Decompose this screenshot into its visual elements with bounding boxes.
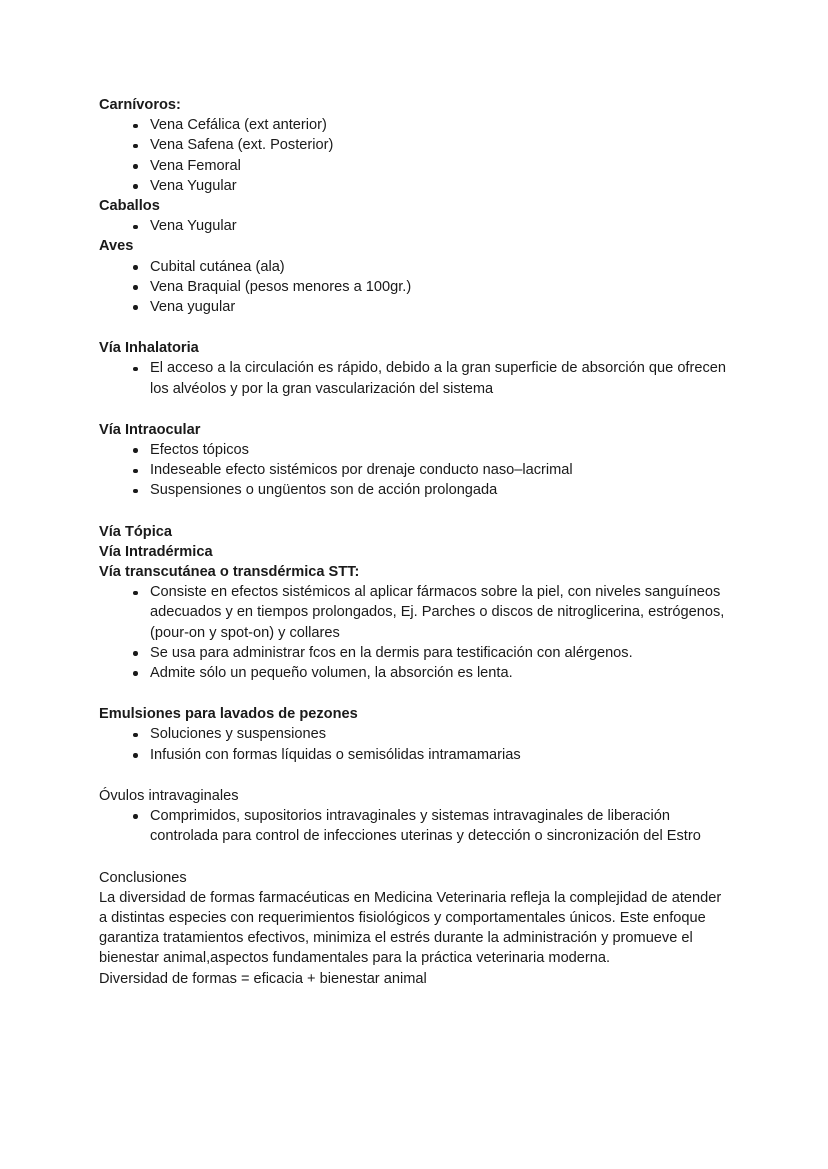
section-conclusiones <box>99 868 730 989</box>
list-item <box>99 216 730 236</box>
list-item-text: Consiste en efectos sistémicos al aplicar fármacos sobre la piel, con niveles sanguíneos adecuados y en tiempos prolongados, Ej. Parches o discos de nitroglicerina, estrógenos, (pour-on y spot-on) y collares <box>150 584 729 641</box>
section-heading: Vía transcutánea o transdérmica STT: <box>99 564 360 581</box>
list-item <box>99 358 730 398</box>
section-heading: Aves <box>99 238 134 255</box>
conclusions-body: La diversidad de formas farmacéuticas en Medicina Veterinaria refleja la complejidad de atender a distintas especies con requerimientos fisiológicos y comportamentales únicos. Este enfoque garantiza tratamientos efectivos, minimiza el estrés durante la administración y promueve el bienestar animal,aspectos fundamentales para la práctica veterinaria moderna. <box>99 889 726 967</box>
list-item-text: Vena Femoral <box>150 157 241 174</box>
spacer <box>99 847 730 868</box>
list-item <box>99 297 730 317</box>
section-heading: Vía Inhalatoria <box>99 340 199 357</box>
bullet-dot-icon <box>133 164 138 169</box>
bullet-dot-icon <box>133 489 138 494</box>
document-body <box>99 95 730 989</box>
section-via-intraocular <box>99 420 730 501</box>
section-via-transcutanea <box>99 562 730 683</box>
list-item-text: Efectos tópicos <box>150 442 249 459</box>
bullet-dot-icon <box>133 753 138 758</box>
section-heading: Caballos <box>99 198 160 215</box>
list-item <box>99 724 730 744</box>
list-item-text: Vena Yugular <box>150 177 237 194</box>
spacer <box>99 501 730 522</box>
bullet-dot-icon <box>133 285 138 290</box>
list-item-text: Admite sólo un pequeño volumen, la absorción es lenta. <box>150 665 513 682</box>
bullet-dot-icon <box>133 144 138 149</box>
list-item <box>99 156 730 176</box>
section-carnivoros <box>99 95 730 196</box>
section-aves <box>99 236 730 317</box>
list-item-text: Suspensiones o ungüentos son de acción prolongada <box>150 482 498 499</box>
list-item-text: Vena Braquial (pesos menores a 100gr.) <box>150 278 412 295</box>
bullet-dot-icon <box>133 367 138 372</box>
list-item-text: El acceso a la circulación es rápido, debido a la gran superficie de absorción que ofrecen los alvéolos y por la gran vascularización del sistema <box>150 360 731 397</box>
list-item-text: Vena Cefálica (ext anterior) <box>150 117 327 134</box>
list-item-text: Soluciones y suspensiones <box>150 726 327 743</box>
list-item-text: Cubital cutánea (ala) <box>150 258 285 275</box>
bullet-list <box>99 115 730 196</box>
bullet-dot-icon <box>133 651 138 656</box>
conclusions-closing: Diversidad de formas = eficacia + bienestar animal <box>99 970 427 987</box>
list-item <box>99 663 730 683</box>
list-item-text: Se usa para administrar fcos en la dermis para testificación con alérgenos. <box>150 644 633 661</box>
section-via-topica <box>99 522 730 542</box>
bullet-dot-icon <box>133 305 138 310</box>
bullet-dot-icon <box>133 225 138 230</box>
bullet-list <box>99 582 730 683</box>
section-heading: Óvulos intravaginales <box>99 787 239 804</box>
bullet-list <box>99 806 730 846</box>
list-item-text: Vena yugular <box>150 299 236 316</box>
list-item <box>99 277 730 297</box>
section-emulsiones-pezones <box>99 704 730 765</box>
section-ovulos-intravaginales <box>99 786 730 847</box>
section-via-intradermica <box>99 542 730 562</box>
bullet-dot-icon <box>133 265 138 270</box>
list-item <box>99 745 730 765</box>
bullet-dot-icon <box>133 124 138 129</box>
bullet-dot-icon <box>133 671 138 676</box>
section-caballos <box>99 196 730 236</box>
section-heading: Vía Tópica <box>99 523 172 540</box>
bullet-list <box>99 257 730 318</box>
bullet-dot-icon <box>133 733 138 738</box>
spacer <box>99 317 730 338</box>
bullet-list <box>99 724 730 764</box>
list-item <box>99 115 730 135</box>
list-item <box>99 440 730 460</box>
bullet-dot-icon <box>133 469 138 474</box>
section-heading: Carnívoros: <box>99 97 181 113</box>
list-item <box>99 582 730 643</box>
spacer <box>99 765 730 786</box>
spacer <box>99 683 730 704</box>
bullet-list <box>99 358 730 398</box>
list-item <box>99 643 730 663</box>
list-item <box>99 460 730 480</box>
section-heading: Emulsiones para lavados de pezones <box>99 706 358 723</box>
section-heading: Vía Intraocular <box>99 421 201 438</box>
bullet-list <box>99 216 730 236</box>
section-heading: Vía Intradérmica <box>99 543 213 560</box>
list-item <box>99 135 730 155</box>
conclusions-heading: Conclusiones <box>99 869 187 886</box>
bullet-dot-icon <box>133 814 138 819</box>
list-item <box>99 176 730 196</box>
list-item <box>99 480 730 500</box>
list-item-text: Comprimidos, supositorios intravaginales y sistemas intravaginales de liberación controlada para control de infecciones uterinas y detección o sincronización del Estro <box>150 808 701 845</box>
bullet-dot-icon <box>133 448 138 453</box>
bullet-dot-icon <box>133 184 138 189</box>
list-item-text: Indeseable efecto sistémicos por drenaje conducto naso–lacrimal <box>150 462 573 479</box>
bullet-dot-icon <box>133 591 138 596</box>
list-item-text: Vena Safena (ext. Posterior) <box>150 137 334 154</box>
list-item <box>99 257 730 277</box>
bullet-list <box>99 440 730 501</box>
section-via-inhalatoria <box>99 338 730 399</box>
list-item <box>99 806 730 846</box>
list-item-text: Vena Yugular <box>150 218 237 235</box>
list-item-text: Infusión con formas líquidas o semisólidas intramamarias <box>150 746 521 763</box>
spacer <box>99 399 730 420</box>
